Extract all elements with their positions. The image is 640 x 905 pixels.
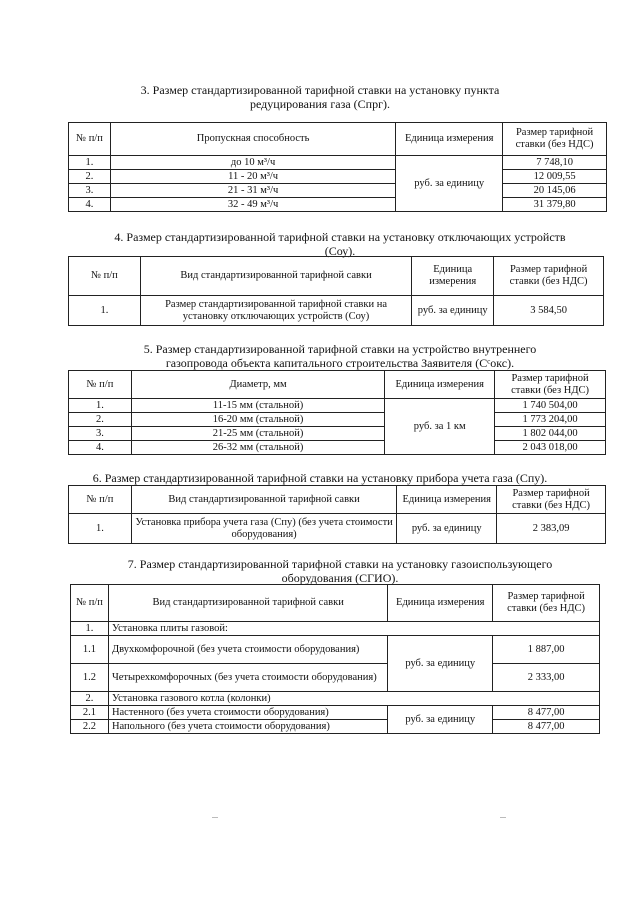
table-row-no: 1. (69, 514, 132, 544)
table-row-rate: 2 333,00 (493, 664, 600, 692)
section-6-heading-line1: 6. Размер стандартизированной тарифной ставки на установку прибора учета газа (Cпу). (92, 471, 548, 485)
section-5-heading (40, 342, 640, 370)
table-row-kind: Четырехкомфорочных (без учета стоимости оборудования) (108, 664, 387, 692)
table-row-diameter: 26-32 мм (стальной) (131, 441, 384, 455)
header-unit: Единица измерения (388, 585, 493, 622)
table-row-no: 2. (69, 170, 111, 184)
table-row-rate: 8 477,00 (493, 720, 600, 734)
unit-cell: руб. за единицу (388, 636, 493, 692)
table-section-4 (68, 256, 604, 326)
section-3-heading-line2: редуцирования газа (Cпрг). (250, 97, 390, 111)
table-row-kind: Размер стандартизированной тарифной ставки на установку отключающих устройств (Соу) (140, 296, 411, 326)
table-row-rate: 1 740 504,00 (495, 399, 606, 413)
table-row-no: 2. (69, 413, 132, 427)
header-kind: Вид стандартизированной тарифной савки (140, 257, 411, 296)
group-label: Установка газового котла (колонки) (108, 692, 599, 706)
group-label: Установка плиты газовой: (108, 622, 599, 636)
header-rate: Размер тарифной ставки (без НДС) (497, 486, 606, 514)
header-rate: Размер тарифной ставки (без НДС) (493, 585, 600, 622)
header-no: № п/п (69, 123, 111, 156)
table-row-kind: Двухкомфорочной (без учета стоимости оборудования) (108, 636, 387, 664)
table-row-no: 4. (69, 198, 111, 212)
table-row-capacity: 11 - 20 м³/ч (110, 170, 395, 184)
section-3-heading-line1: 3. Размер стандартизированной тарифной ставки на установку пункта (140, 83, 500, 97)
section-6-heading (0, 471, 640, 485)
table-row-kind: Напольного (без учета стоимости оборудования) (108, 720, 387, 734)
table-row-no: 1.1 (71, 636, 109, 664)
table-row-kind: Установка прибора учета газа (Спу) (без учета стоимости оборудования) (131, 514, 396, 544)
section-7-heading-line2: оборудования (CГИО). (281, 571, 399, 585)
table-row-no: 1. (69, 296, 141, 326)
header-diameter: Диаметр, мм (131, 371, 384, 399)
table-row-rate: 2 043 018,00 (495, 441, 606, 455)
header-kind: Вид стандартизированной тарифной савки (108, 585, 387, 622)
table-row-kind: Настенного (без учета стоимости оборудования) (108, 706, 387, 720)
group-no: 1. (71, 622, 109, 636)
table-row-rate: 8 477,00 (493, 706, 600, 720)
table-section-6 (68, 485, 606, 544)
header-unit: Единица измерения (412, 257, 494, 296)
table-row-no: 1.2 (71, 664, 109, 692)
table-row-diameter: 11-15 мм (стальной) (131, 399, 384, 413)
table-row-rate: 1 887,00 (493, 636, 600, 664)
table-row-rate: 7 748,10 (503, 156, 607, 170)
table-row-rate: 1 773 204,00 (495, 413, 606, 427)
section-3-heading (40, 83, 600, 111)
table-row-diameter: 16-20 мм (стальной) (131, 413, 384, 427)
header-kind: Вид стандартизированной тарифной савки (131, 486, 396, 514)
table-row-no: 1. (69, 399, 132, 413)
table-row-unit: руб. за единицу (412, 296, 494, 326)
header-unit: Единица измерения (385, 371, 495, 399)
table-row-rate: 1 802 044,00 (495, 427, 606, 441)
table-row-unit: руб. за единицу (397, 514, 497, 544)
header-unit: Единица измерения (396, 123, 503, 156)
table-row-rate: 31 379,80 (503, 198, 607, 212)
table-row-rate: 20 145,06 (503, 184, 607, 198)
table-section-3 (68, 122, 607, 212)
group-no: 2. (71, 692, 109, 706)
header-no: № п/п (71, 585, 109, 622)
header-no: № п/п (69, 371, 132, 399)
section-5-heading-line2: газопровода объекта капитального строительства Заявителя (Cᶜокс). (165, 356, 515, 370)
unit-cell: руб. за 1 км (385, 399, 495, 455)
table-row-diameter: 21-25 мм (стальной) (131, 427, 384, 441)
header-rate: Размер тарифной ставки (без НДС) (495, 371, 606, 399)
scan-speck (500, 817, 506, 818)
section-4-heading (40, 230, 640, 258)
table-row-rate: 3 584,50 (494, 296, 604, 326)
table-section-5 (68, 370, 606, 455)
section-5-heading-line1: 5. Размер стандартизированной тарифной ставки на устройство внутреннего (143, 342, 537, 356)
header-rate: Размер тарифной ставки (без НДС) (494, 257, 604, 296)
table-row-no: 1. (69, 156, 111, 170)
table-row-capacity: до 10 м³/ч (110, 156, 395, 170)
header-capacity: Пропускная способность (110, 123, 395, 156)
table-row-no: 3. (69, 184, 111, 198)
table-row-rate: 2 383,09 (497, 514, 606, 544)
header-rate: Размер тарифной ставки (без НДС) (503, 123, 607, 156)
section-7-heading (40, 557, 640, 585)
table-row-no: 3. (69, 427, 132, 441)
scan-speck (212, 817, 218, 818)
table-row-rate: 12 009,55 (503, 170, 607, 184)
table-row-no: 4. (69, 441, 132, 455)
table-row-no: 2.1 (71, 706, 109, 720)
section-7-heading-line1: 7. Размер стандартизированной тарифной ставки на установку газоиспользующего (127, 557, 553, 571)
section-4-heading-line1: 4. Размер стандартизированной тарифной ставки на установку отключающих устройств (114, 230, 566, 244)
unit-cell: руб. за единицу (396, 156, 503, 212)
section-4-heading-line2: (Соу). (324, 244, 356, 258)
table-row-capacity: 32 - 49 м³/ч (110, 198, 395, 212)
table-row-no: 2.2 (71, 720, 109, 734)
table-row-capacity: 21 - 31 м³/ч (110, 184, 395, 198)
header-no: № п/п (69, 257, 141, 296)
unit-cell: руб. за единицу (388, 706, 493, 734)
header-no: № п/п (69, 486, 132, 514)
header-unit: Единица измерения (397, 486, 497, 514)
table-section-7 (70, 584, 600, 734)
